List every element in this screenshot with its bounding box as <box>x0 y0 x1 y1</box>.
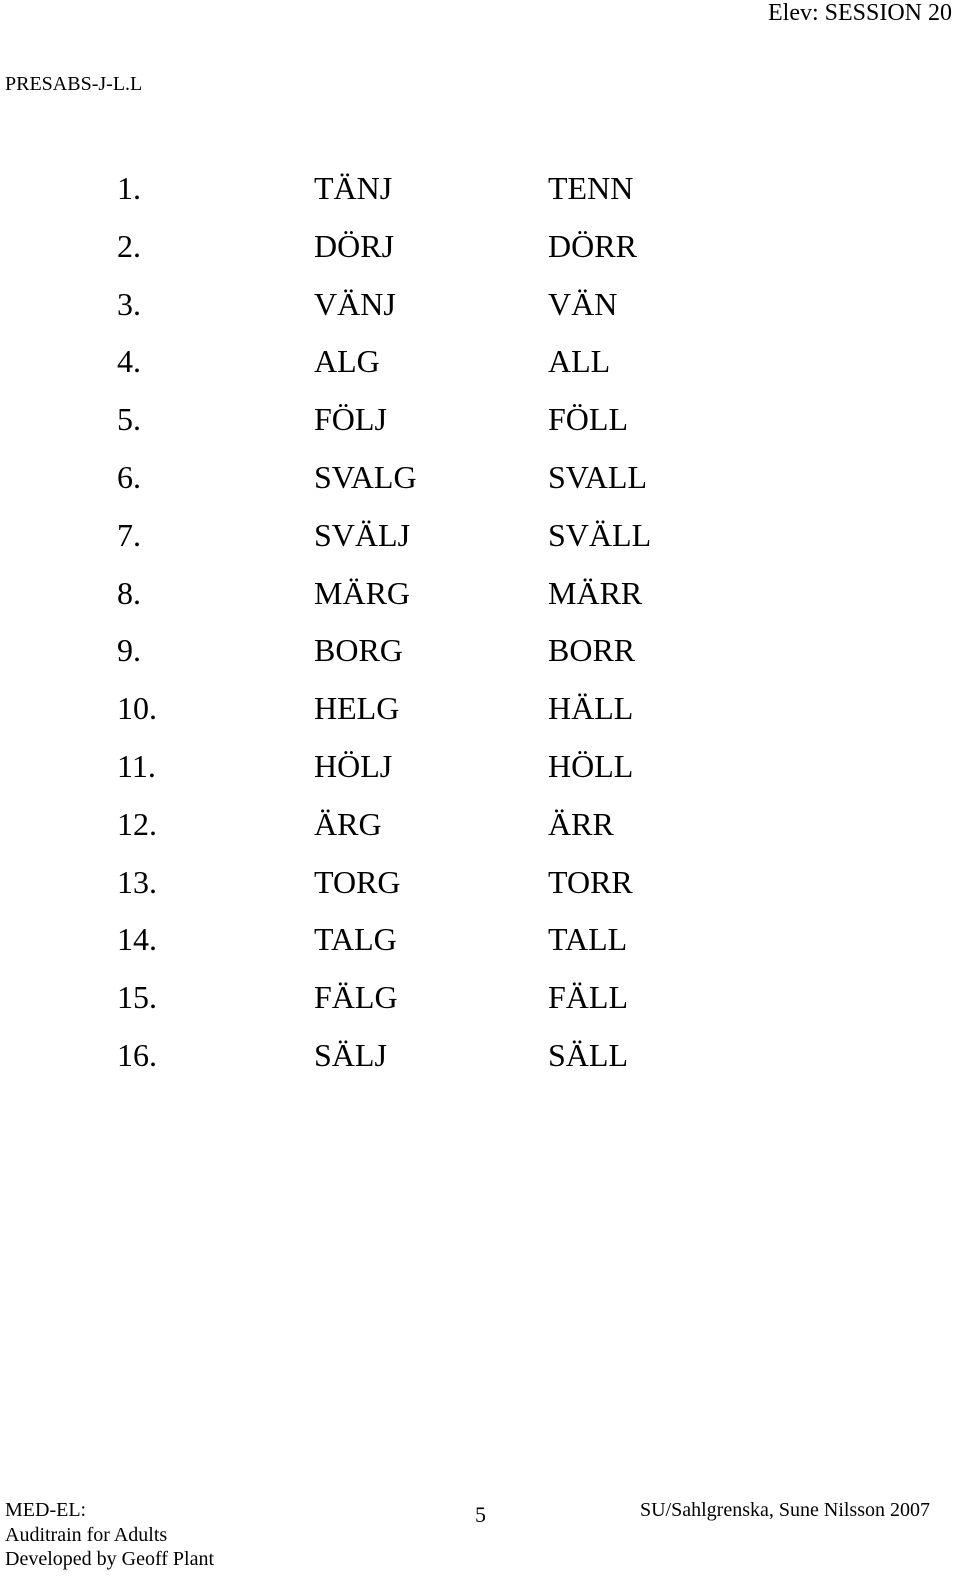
word-a: HELG <box>314 690 400 727</box>
footer-line-1: MED-EL: <box>5 1499 87 1521</box>
item-number: 12. <box>117 805 157 842</box>
word-pair-row <box>0 166 960 224</box>
item-number: 6. <box>117 458 141 495</box>
word-pair-row <box>0 917 960 975</box>
item-number: 2. <box>117 227 141 264</box>
word-a: FÖLJ <box>314 401 387 438</box>
word-pair-row <box>0 860 960 918</box>
word-pair-list <box>0 166 960 1091</box>
word-a: ÄRG <box>314 805 382 842</box>
footer-line-3: Developed by Geoff Plant <box>5 1548 215 1570</box>
item-number: 14. <box>117 921 157 958</box>
word-b: DÖRR <box>548 227 637 264</box>
word-a: FÄLG <box>314 979 398 1016</box>
word-b: TENN <box>548 170 634 206</box>
word-pair-row <box>0 975 960 1033</box>
word-a: BORG <box>314 632 403 669</box>
word-b: SÄLL <box>548 1036 628 1073</box>
item-number: 1. <box>117 170 141 206</box>
word-pair-row <box>0 224 960 282</box>
word-pair-row <box>0 802 960 860</box>
item-number: 4. <box>117 343 141 380</box>
word-a: VÄNJ <box>314 285 396 322</box>
word-pair-row <box>0 397 960 455</box>
footer-line-2: Auditrain for Adults <box>5 1523 168 1546</box>
word-b: HÄLL <box>548 690 634 727</box>
word-pair-row <box>0 339 960 397</box>
word-b: TORR <box>548 863 633 900</box>
word-b: FÄLL <box>548 979 628 1016</box>
word-b: MÄRR <box>548 574 643 611</box>
word-b: TALL <box>548 921 628 958</box>
word-pair-row <box>0 686 960 744</box>
word-a: TALG <box>314 921 397 958</box>
document-code: PRESABS-J-L.L <box>5 73 143 95</box>
word-b: HÖLL <box>548 747 634 784</box>
word-b: BORR <box>548 632 636 669</box>
word-pair-row <box>0 744 960 802</box>
word-pair-row <box>0 571 960 629</box>
word-pair-row <box>0 282 960 340</box>
word-b: SVÄLL <box>548 516 652 553</box>
word-pair-row <box>0 1033 960 1091</box>
word-a: TÄNJ <box>314 170 393 206</box>
item-number: 15. <box>117 979 157 1016</box>
word-b: FÖLL <box>548 401 628 438</box>
item-number: 10. <box>117 690 157 727</box>
word-a: SVALG <box>314 458 417 495</box>
word-a: HÖLJ <box>314 747 393 784</box>
word-a: DÖRJ <box>314 227 395 264</box>
word-pair-row <box>0 455 960 513</box>
item-number: 11. <box>117 747 156 784</box>
session-header: Elev: SESSION 20 <box>767 0 952 26</box>
word-b: SVALL <box>548 458 647 495</box>
item-number: 7. <box>117 516 141 553</box>
word-a: SVÄLJ <box>314 516 411 553</box>
page-number: 5 <box>475 1502 486 1527</box>
word-b: VÄN <box>548 285 618 322</box>
word-a: MÄRG <box>314 574 411 611</box>
word-a: ALG <box>314 343 380 380</box>
item-number: 9. <box>117 632 141 669</box>
word-a: TORG <box>314 863 401 900</box>
word-b: ALL <box>548 343 611 380</box>
item-number: 16. <box>117 1036 157 1073</box>
footer-attribution <box>5 1498 214 1572</box>
item-number: 13. <box>117 863 157 900</box>
word-pair-row <box>0 513 960 571</box>
word-a: SÄLJ <box>314 1036 387 1073</box>
word-b: ÄRR <box>548 805 614 842</box>
item-number: 3. <box>117 285 141 322</box>
item-number: 5. <box>117 401 141 438</box>
word-pair-row <box>0 628 960 686</box>
footer-credit: SU/Sahlgrenska, Sune Nilsson 2007 <box>640 1499 930 1521</box>
item-number: 8. <box>117 574 141 611</box>
